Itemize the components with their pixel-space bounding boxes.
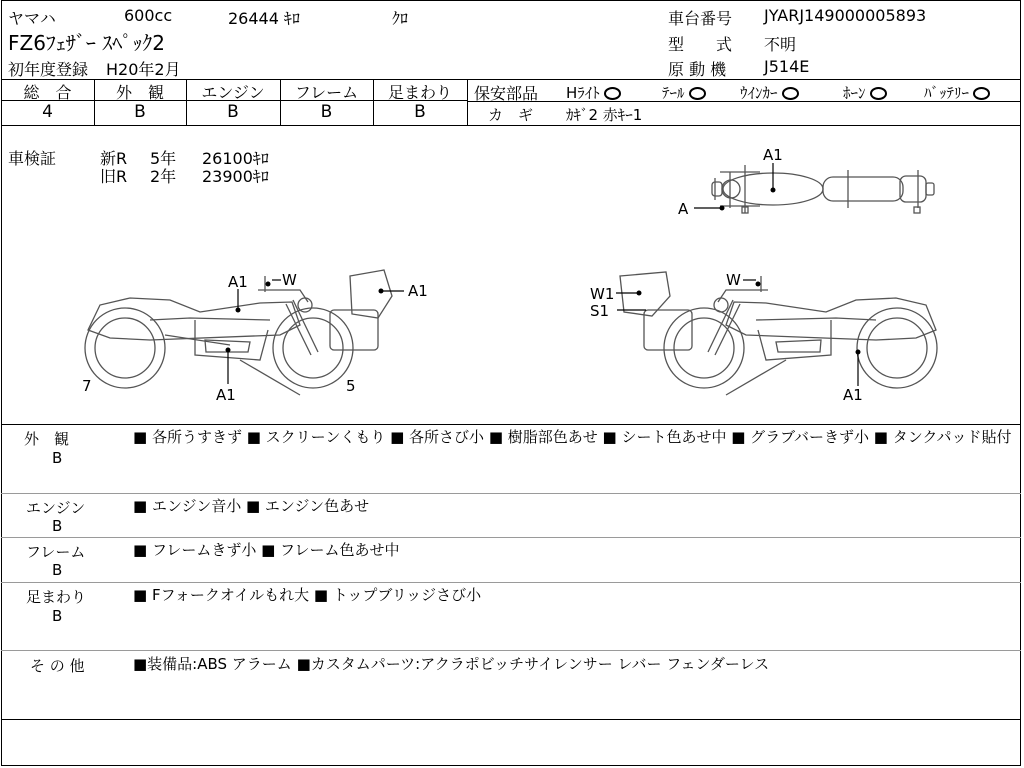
inspection-old-years: 2年 bbox=[150, 167, 177, 186]
inspection-new-years: 5年 bbox=[150, 149, 177, 168]
first-registration-label: 初年度登録 bbox=[8, 60, 89, 79]
note-grade-frame: B bbox=[52, 561, 63, 579]
mark-left-7: 7 bbox=[82, 377, 92, 395]
grade-suspension-value: B bbox=[414, 102, 426, 122]
mark-right-a1: A1 bbox=[843, 386, 863, 404]
grade-engine-value: B bbox=[227, 102, 239, 122]
grade-total-label: 総 合 bbox=[23, 83, 72, 102]
key-value: ｶｷﾞ2 赤ｷｰ1 bbox=[566, 106, 643, 124]
maker: ヤマハ bbox=[8, 9, 56, 28]
note-text-other: ■装備品:ABS アラーム ■カスタムパーツ:アクラポビッチサイレンサー レバー フェンダーレス bbox=[133, 655, 770, 673]
mark-top-a: A bbox=[678, 200, 689, 218]
inspection-old-label: 旧R bbox=[100, 167, 128, 186]
mark-top-a1: A1 bbox=[763, 146, 783, 164]
top-view-motorcycle-icon bbox=[712, 165, 934, 213]
inspection-new-label: 新R bbox=[100, 149, 128, 168]
safety-winker: ｳｲﾝｶｰ bbox=[740, 82, 799, 103]
key-label: カ ギ bbox=[488, 106, 534, 124]
safety-taillight: ﾃｰﾙ bbox=[662, 82, 706, 103]
mark-right-s1: S1 bbox=[590, 302, 610, 320]
note-category-suspension: 足まわり bbox=[26, 588, 87, 606]
divider bbox=[1, 582, 1021, 583]
frame-no-label: 車台番号 bbox=[668, 9, 733, 28]
mileage: 26444 ｷﾛ bbox=[228, 9, 300, 28]
right-side-motorcycle-icon bbox=[620, 272, 937, 395]
grade-total-value: 4 bbox=[42, 102, 53, 122]
note-category-exterior: 外 観 bbox=[24, 430, 70, 448]
type-label: 型 式 bbox=[668, 35, 733, 54]
grade-engine-label: エンジン bbox=[201, 83, 265, 102]
inspection-new-km: 26100ｷﾛ bbox=[202, 149, 269, 168]
note-category-engine: エンジン bbox=[26, 499, 86, 517]
mark-left-a1-tank: A1 bbox=[228, 273, 248, 291]
grade-exterior-label: 外 観 bbox=[115, 83, 164, 102]
note-text-frame: ■ フレームきず小 ■ フレーム色あせ中 bbox=[133, 541, 400, 559]
mark-right-w: W bbox=[726, 271, 741, 289]
divider bbox=[1, 493, 1021, 494]
note-grade-exterior: B bbox=[52, 449, 63, 467]
divider bbox=[1, 719, 1021, 720]
type-value: 不明 bbox=[764, 35, 797, 54]
first-registration-value: H20年2月 bbox=[106, 60, 181, 79]
mark-left-w: W bbox=[282, 271, 297, 289]
grade-suspension-label: 足まわり bbox=[387, 83, 452, 102]
frame-no-value: JYARJ149000005893 bbox=[764, 6, 927, 25]
note-text-exterior: ■ 各所うすきず ■ スクリーンくもり ■ 各所さび小 ■ 樹脂部色あせ ■ シート色あせ中 ■ グラブバーきず小 ■ タンクパッド貼付 bbox=[133, 428, 1012, 446]
note-category-frame: フレーム bbox=[26, 543, 86, 561]
mark-right-w1: W1 bbox=[590, 285, 615, 303]
color: ｸﾛ bbox=[392, 9, 409, 28]
grade-exterior-value: B bbox=[134, 102, 146, 122]
mark-left-a1-screen: A1 bbox=[408, 282, 428, 300]
note-category-other: そ の 他 bbox=[30, 657, 85, 675]
note-text-suspension: ■ Fフォークオイルもれ大 ■ トップブリッジさび小 bbox=[133, 586, 482, 604]
displacement: 600cc bbox=[124, 6, 173, 25]
inspection-old-km: 23900ｷﾛ bbox=[202, 167, 269, 186]
grade-frame-value: B bbox=[320, 102, 333, 122]
divider bbox=[1, 424, 1021, 425]
mark-left-a1-engine: A1 bbox=[216, 386, 236, 404]
grade-frame-label: フレーム bbox=[294, 83, 359, 102]
mark-left-5: 5 bbox=[346, 377, 356, 395]
note-grade-engine: B bbox=[52, 517, 63, 535]
divider bbox=[1, 650, 1021, 651]
note-grade-suspension: B bbox=[52, 607, 63, 625]
safety-battery: ﾊﾞｯﾃﾘｰ bbox=[924, 82, 990, 103]
safety-headlight: Hﾗｲﾄ bbox=[566, 82, 621, 103]
safety-parts-label: 保安部品 bbox=[474, 84, 539, 103]
note-text-engine: ■ エンジン音小 ■ エンジン色あせ bbox=[133, 497, 370, 515]
engine-model-value: J514E bbox=[764, 57, 810, 76]
divider bbox=[1, 537, 1021, 538]
model-name: FZ6ﾌｪｻﾞｰ ｽﾍﾟｯｸ2 bbox=[8, 31, 166, 55]
inspection-label: 車検証 bbox=[8, 149, 57, 168]
engine-model-label: 原 動 機 bbox=[668, 60, 727, 79]
safety-horn: ﾎｰﾝ bbox=[843, 82, 887, 103]
